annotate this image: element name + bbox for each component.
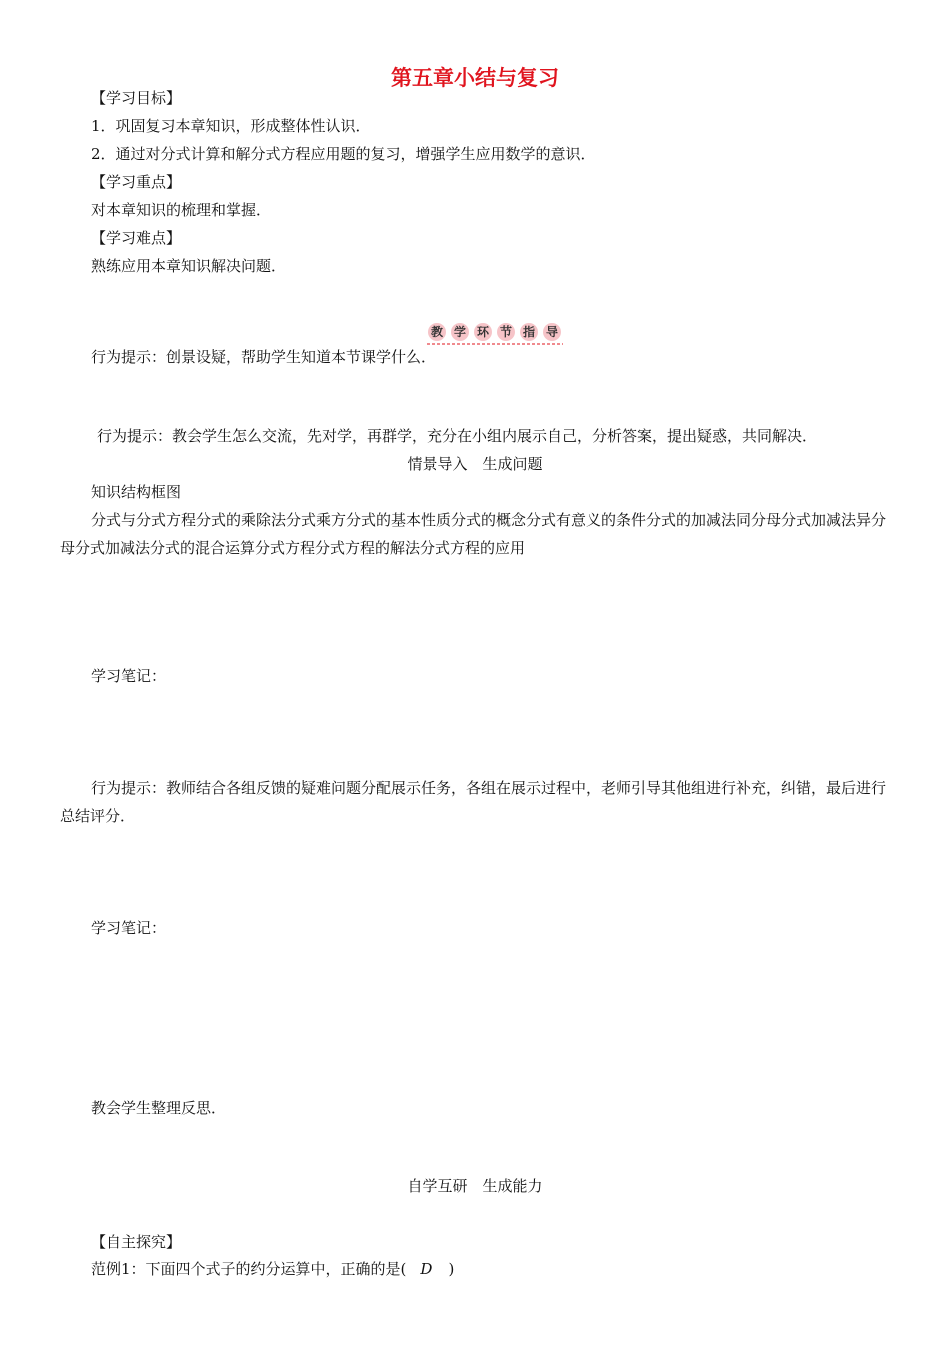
framework-heading: 知识结构框图 <box>91 483 182 501</box>
behavior-hint: 行为提示：创景设疑，帮助学生知道本节课学什么． <box>91 348 437 366</box>
teaching-guide-banner <box>425 319 565 347</box>
banner-char: 学 <box>453 325 467 339</box>
section-title-self-study: 自学互研 生成能力 <box>407 1177 543 1195</box>
key-points-text: 对本章知识的梳理和掌握． <box>91 201 272 219</box>
objectives-heading: 【学习目标】 <box>91 89 182 107</box>
banner-char: 教 <box>430 325 444 339</box>
example-answer: D <box>420 1260 433 1278</box>
difficulties-heading: 【学习难点】 <box>91 229 182 247</box>
banner-char: 节 <box>499 325 513 339</box>
notes-label: 学习笔记： <box>91 667 167 685</box>
page-title: 第五章小结与复习 <box>391 66 559 90</box>
notes-label: 学习笔记： <box>91 919 167 937</box>
behavior-hint: 行为提示：教师结合各组反馈的疑难问题分配展示任务，各组在展示过程中，老师引导其他组进行补充，纠错，最后进行总结评分． <box>60 779 887 825</box>
banner-char: 导 <box>545 325 559 339</box>
banner-char: 指 <box>522 325 536 339</box>
self-study-heading: 【自主探究】 <box>91 1233 182 1251</box>
example-question <box>91 1262 454 1277</box>
objective-item: 2．通过对分式计算和解分式方程应用题的复习，增强学生应用数学的意识． <box>91 145 596 163</box>
reflection-text: 教会学生整理反思． <box>91 1099 227 1117</box>
difficulties-text: 熟练应用本章知识解决问题． <box>91 257 287 275</box>
section-title-scenario: 情景导入 生成问题 <box>407 455 543 473</box>
key-points-heading: 【学习重点】 <box>91 173 182 191</box>
example-prefix: 范例1：下面四个式子的约分运算中，正确的是( <box>91 1260 407 1278</box>
banner-char: 环 <box>476 325 490 339</box>
framework-text: 分式与分式方程分式的乘除法分式乘方分式的基本性质分式的概念分式有意义的条件分式的加减法同分母分式加减法异分母分式加减法分式的混合运算分式方程分式方程的解法分式方程的应用 <box>60 511 887 557</box>
example-suffix: ) <box>448 1260 455 1278</box>
behavior-hint: 行为提示：教会学生怎么交流，先对学，再群学，充分在小组内展示自己，分析答案，提出疑惑，共同解决． <box>97 427 818 445</box>
objective-item: 1．巩固复习本章知识，形成整体性认识． <box>91 117 371 135</box>
